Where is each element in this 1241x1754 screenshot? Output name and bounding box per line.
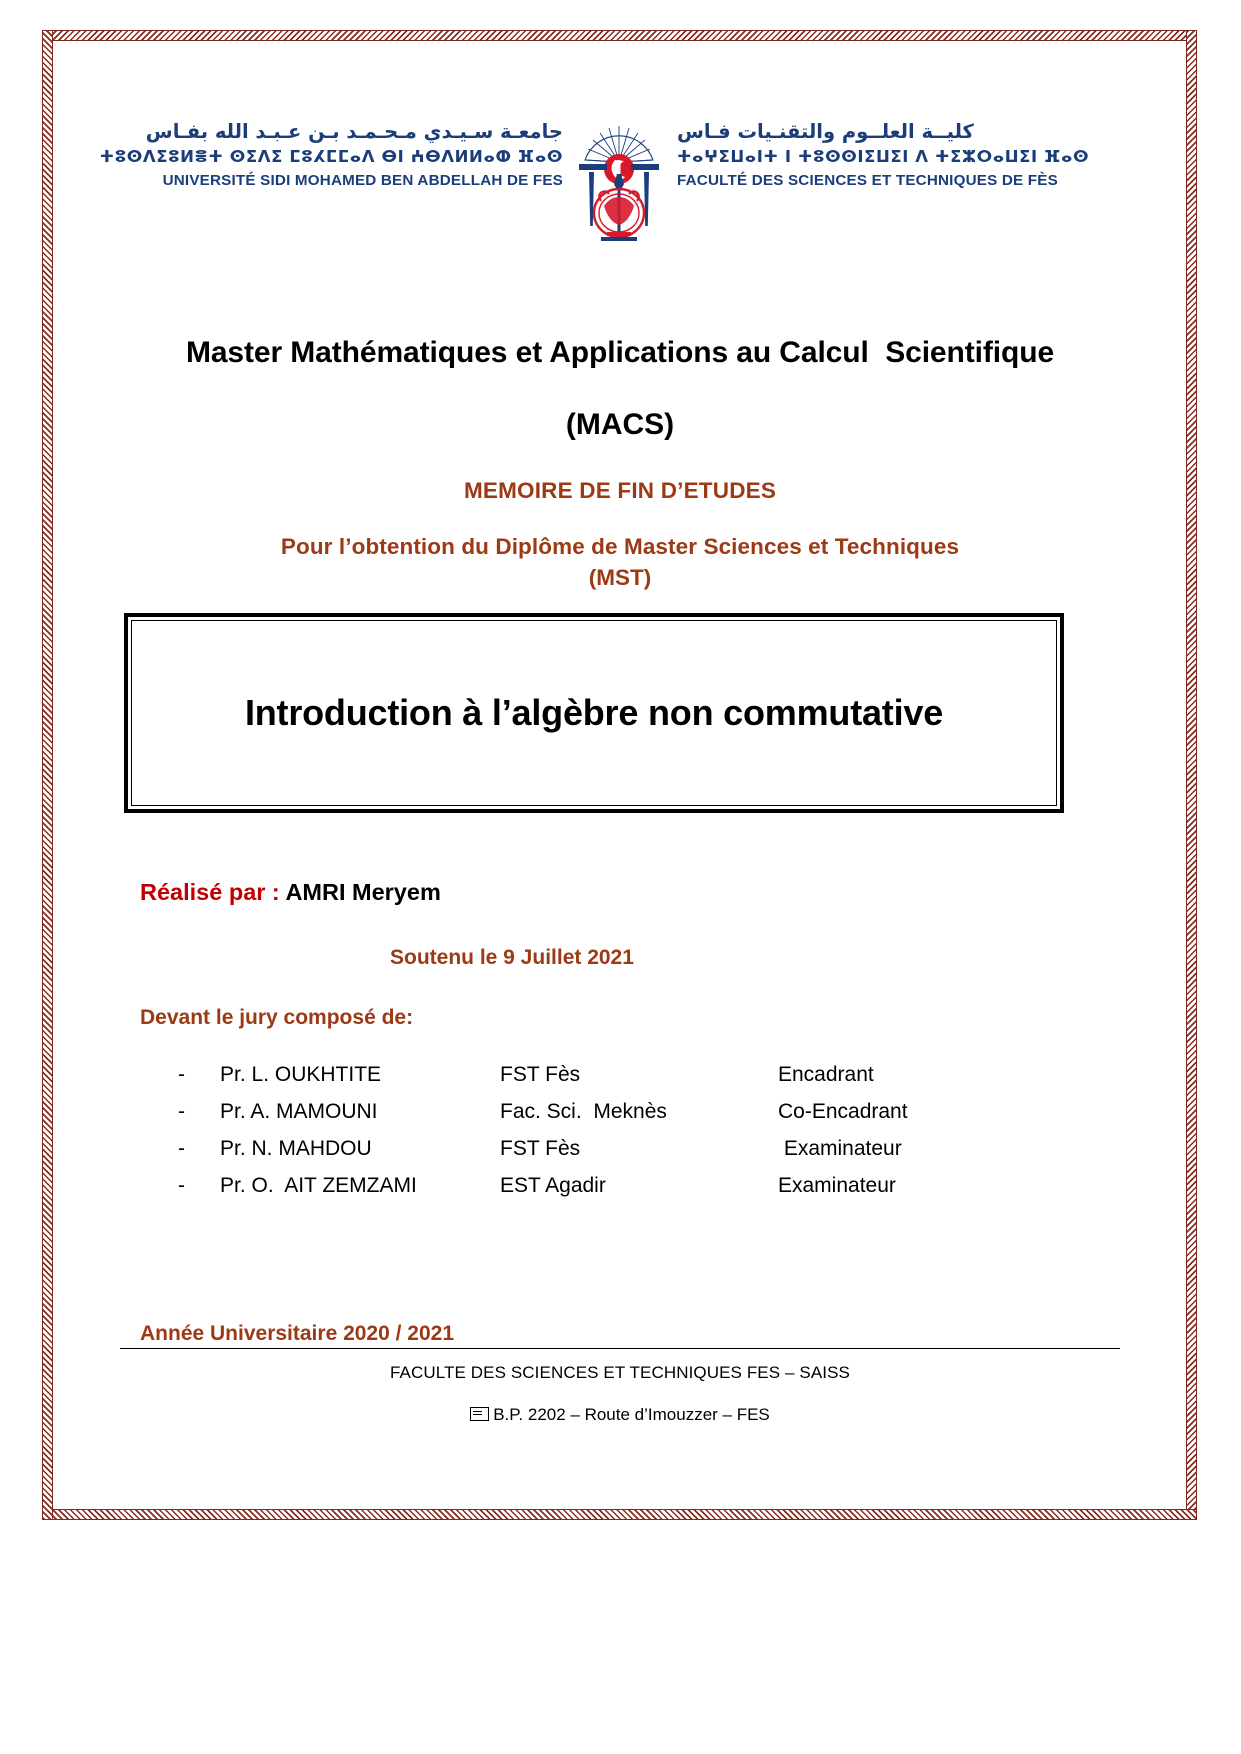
university-name-tifinagh: ⵜⵓⵙⴷⵉⵓⵍⴻⵜ ⵙⵉⴷⵉ ⵎⵓⵃⵎⵎⴰⴷ ⴱⵏ ⵄⴱⴷⵍⵍⴰⵀ ⴼⴰⵙ: [99, 147, 563, 167]
jury-bullet: -: [178, 1062, 185, 1086]
degree-purpose: Pour l’obtention du Diplôme de Master Sciences et Techniques: [280, 534, 960, 559]
document-type: MEMOIRE DE FIN D’ETUDES: [463, 478, 777, 503]
jury-member-affiliation: FST Fès: [500, 1136, 581, 1160]
jury-member-role: Examinateur: [778, 1136, 902, 1160]
jury-member-affiliation: FST Fès: [500, 1062, 581, 1086]
jury-heading: Devant le jury composé de:: [140, 1006, 414, 1029]
degree-acronym: (MST): [588, 565, 652, 590]
faculty-name-tifinagh: ⵜⴰⵖⵉⵡⴰⵏⵜ ⵏ ⵜⵓⵙⵙⵏⵉⵡⵉⵏ ⴷ ⵜⵉⵣⵔⴰⵡⵉⵏ ⴼⴰⵙ: [677, 147, 1090, 167]
jury-member-name: Pr. A. MAMOUNI: [220, 1099, 378, 1123]
thesis-title-box: [124, 613, 1064, 813]
academic-year: Année Universitaire 2020 / 2021: [140, 1322, 455, 1345]
faculty-name-french: FACULTÉ DES SCIENCES ET TECHNIQUES DE FÈS: [677, 172, 1058, 189]
usmba-emblem-icon: [571, 116, 667, 248]
page-border-right: [1186, 30, 1197, 1520]
jury-table: [178, 1056, 1018, 1204]
institutional-header: [60, 48, 1180, 248]
faculty-block: [667, 120, 1107, 190]
jury-member-affiliation: Fac. Sci. Meknès: [500, 1099, 667, 1123]
table-row: [178, 1130, 1018, 1167]
jury-bullet: -: [178, 1173, 185, 1197]
jury-member-role: Co-Encadrant: [778, 1099, 908, 1123]
program-acronym: (MACS): [565, 408, 675, 441]
table-row: [178, 1056, 1018, 1093]
footer-address: B.P. 2202 – Route d’Imouzzer – FES: [493, 1405, 770, 1424]
faculty-name-arabic: كليــة العلــوم والتقنـيات فـاس: [677, 120, 974, 143]
cover-page-content: [60, 48, 1180, 1425]
jury-member-name: Pr. N. MAHDOU: [220, 1136, 372, 1160]
thesis-title: Introduction à l’algèbre non commutative: [244, 692, 944, 733]
table-row: [178, 1093, 1018, 1130]
page-border-top: [42, 30, 1197, 41]
program-title: Master Mathématiques et Applications au Calcul Scientifique: [185, 336, 1055, 369]
page-border-bottom: [42, 1509, 1197, 1520]
mail-icon: [470, 1407, 489, 1421]
jury-bullet: -: [178, 1136, 185, 1160]
jury-member-name: Pr. O. AIT ZEMZAMI: [220, 1173, 417, 1197]
author-name: AMRI Meryem: [285, 879, 441, 905]
university-name-french: UNIVERSITÉ SIDI MOHAMED BEN ABDELLAH DE FES: [162, 172, 563, 189]
footer-institution: FACULTE DES SCIENCES ET TECHNIQUES FES – SAISS: [390, 1363, 850, 1382]
defense-date: Soutenu le 9 Juillet 2021: [390, 946, 634, 969]
footer-divider: [120, 1348, 1120, 1349]
author-line: [140, 879, 1180, 906]
page-footer: [60, 1322, 1180, 1425]
page-border-left: [42, 30, 53, 1520]
jury-member-name: Pr. L. OUKHTITE: [220, 1062, 382, 1086]
table-row: [178, 1167, 1018, 1204]
university-block: [99, 120, 571, 190]
university-name-arabic: جامعـة سـيـدي مـحـمـد بـن عـبـد الله بفـاس: [145, 120, 563, 143]
jury-member-affiliation: EST Agadir: [500, 1173, 606, 1197]
jury-member-role: Examinateur: [778, 1173, 896, 1197]
jury-bullet: -: [178, 1099, 185, 1123]
footer-address-line: [60, 1405, 1180, 1425]
jury-member-role: Encadrant: [778, 1062, 874, 1086]
author-label: Réalisé par :: [140, 879, 280, 905]
thesis-title-box-inner: [131, 620, 1057, 806]
